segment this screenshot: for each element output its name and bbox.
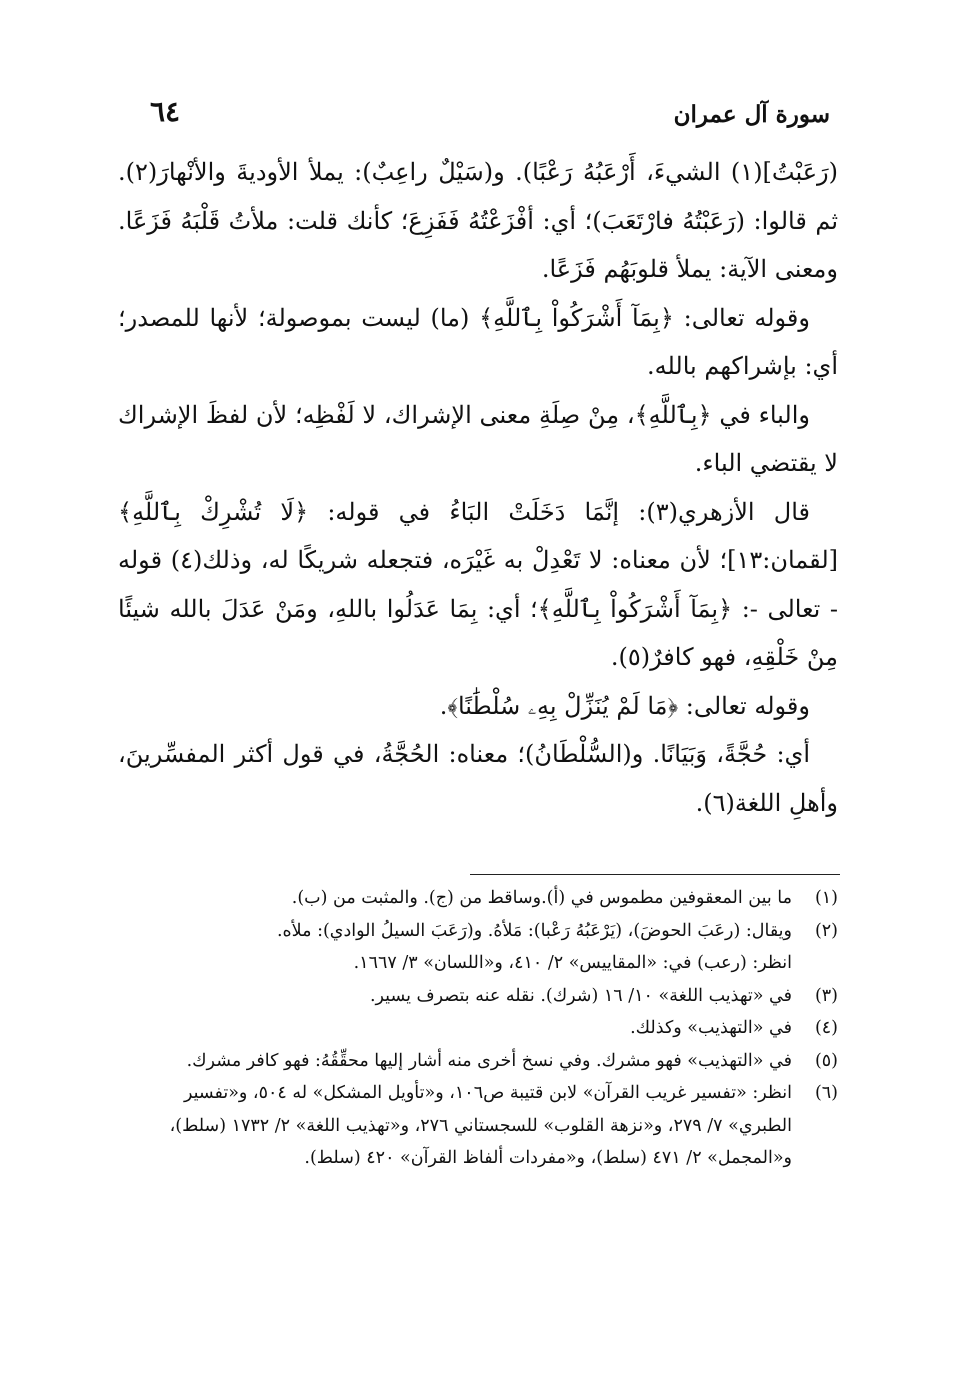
footnote xyxy=(118,1012,838,1045)
footnote-number: (٦) xyxy=(814,1083,838,1103)
footnote-number: (٢) xyxy=(814,920,838,941)
paragraph: قال الأزهري(٣): إنَّمَا دَخَلَتْ البَاءُ في قوله: ﴿لَا تُشْرِكْ بِٱللَّهِ﴾ [لقمان:١٣]؛ لأن معناه: لا تَعْدِلْ به غَيْرَه، فتجعله شريكًا له، وذلك(٤) قوله - تعالى -: ﴿بِمَآ أَشْرَكُواْ بِٱللَّهِ﴾؛ أي: بِمَا عَدَلُوا باللهِ، ومَنْ عَدَلَ بالله شيئًا مِنْ خَلْقِهِ، فهو كافرٌ(٥). xyxy=(118,497,838,671)
footnote xyxy=(118,1077,838,1175)
footnote-text: في «التهذيب» وكذلك. xyxy=(630,1018,792,1038)
footnote xyxy=(118,1045,838,1078)
footnote-continuation: انظر: (رعب) في: «المقاييس» ٢/ ٤١٠، و«اللسان» ٣/ ١٦٦٧. xyxy=(353,953,792,973)
footnote-number: (٥) xyxy=(814,1050,838,1071)
paragraph: وقوله تعالى: ﴿بِمَآ أَشْرَكُواْ بِٱللَّهِ﴾ (ما) ليست بموصولة؛ لأنها للمصدر؛ أي: بإشراكهم بالله. xyxy=(118,303,838,380)
footnote-number: (٤) xyxy=(814,1018,838,1038)
footnote-number: (٣) xyxy=(814,985,838,1006)
running-title: سورة آل عمران xyxy=(673,101,830,128)
footnote-number: (١) xyxy=(814,888,838,908)
footnote-text: في «التهذيب» فهو مشرك. وفي نسخ أخرى منه أشار إليها محقِّقُهُ: فهو كافر مشرك. xyxy=(186,1050,792,1071)
page-header xyxy=(150,78,830,128)
footnote-divider xyxy=(470,874,840,875)
footnote-text: في «تهذيب اللغة» ١٠/ ١٦ (شرك). نقله عنه بتصرف يسير. xyxy=(369,985,792,1006)
footnote xyxy=(118,882,838,915)
footnotes xyxy=(118,882,838,1175)
main-text xyxy=(118,148,838,827)
paragraph: والباء في ﴿بِٱللَّهِ﴾، مِنْ صِلَةِ معنى الإشراك، لا لَفْظِه؛ لأن لفظَ الإشراك لا يقتضي الباء. xyxy=(118,400,838,477)
paragraph: وقوله تعالى: ﴿مَا لَمْ يُنَزِّلْ بِهِۦ سُلْطَٰنًا﴾. xyxy=(439,691,810,720)
footnote xyxy=(118,980,838,1013)
footnote xyxy=(118,915,838,948)
paragraph: (رَعَبْتُ](١) الشيءَ، أَرْعَبُهُ رَعْبًا). و(سَيْلٌ راعِبٌ): يملأ الأوديةَ والأنْهارَ(٢). ثم قالوا: (رَعَبْتُهُ فارْتَعَبَ)؛ أي: أفْزَعْتُهُ فَفَزِعَ؛ كأنك قلت: ملأتُ قَلْبَهُ فَزَعًا. ومعنى الآية: يملأ قلوبَهُم فَزَعًا. xyxy=(118,158,838,283)
page-number: ٦٤ xyxy=(150,95,181,128)
paragraph: أي: حُجَّةً، وَبَيَانًا. و(السُّلْطَانُ)؛ معناه: الحُجَّةُ، في قول أكثر المفسِّرينَ، وأهلِ اللغة(٦). xyxy=(118,740,838,817)
footnote-text: ما بين المعقوفين مطموس في (أ).وساقط من (ج). والمثبت من (ب). xyxy=(291,888,792,908)
footnote-text: انظر: «تفسير غريب القرآن» لابن قتيبة ص١٠٦، و«تأويل المشكل» له ٥٠٤، و«تفسير الطبري» ٧/ ٢٧٩، و«نزهة القلوب» للسجستاني ٢٧٦، و«تهذيب اللغة» ٢/ ١٧٣٢ (سلط)، و«المجمل» ٢/ ٤٧١ (سلط)، و«مفردات ألفاظ القرآن» ٤٢٠ (سلط). xyxy=(169,1083,792,1168)
footnote-text: ويقال: (رعَبَ الحوضَ)، (يَرْعَبُهُ رَعْبا): مَلأهُ. و(رَعَبَ السيلُ الوادي): ملأه. xyxy=(276,920,792,941)
